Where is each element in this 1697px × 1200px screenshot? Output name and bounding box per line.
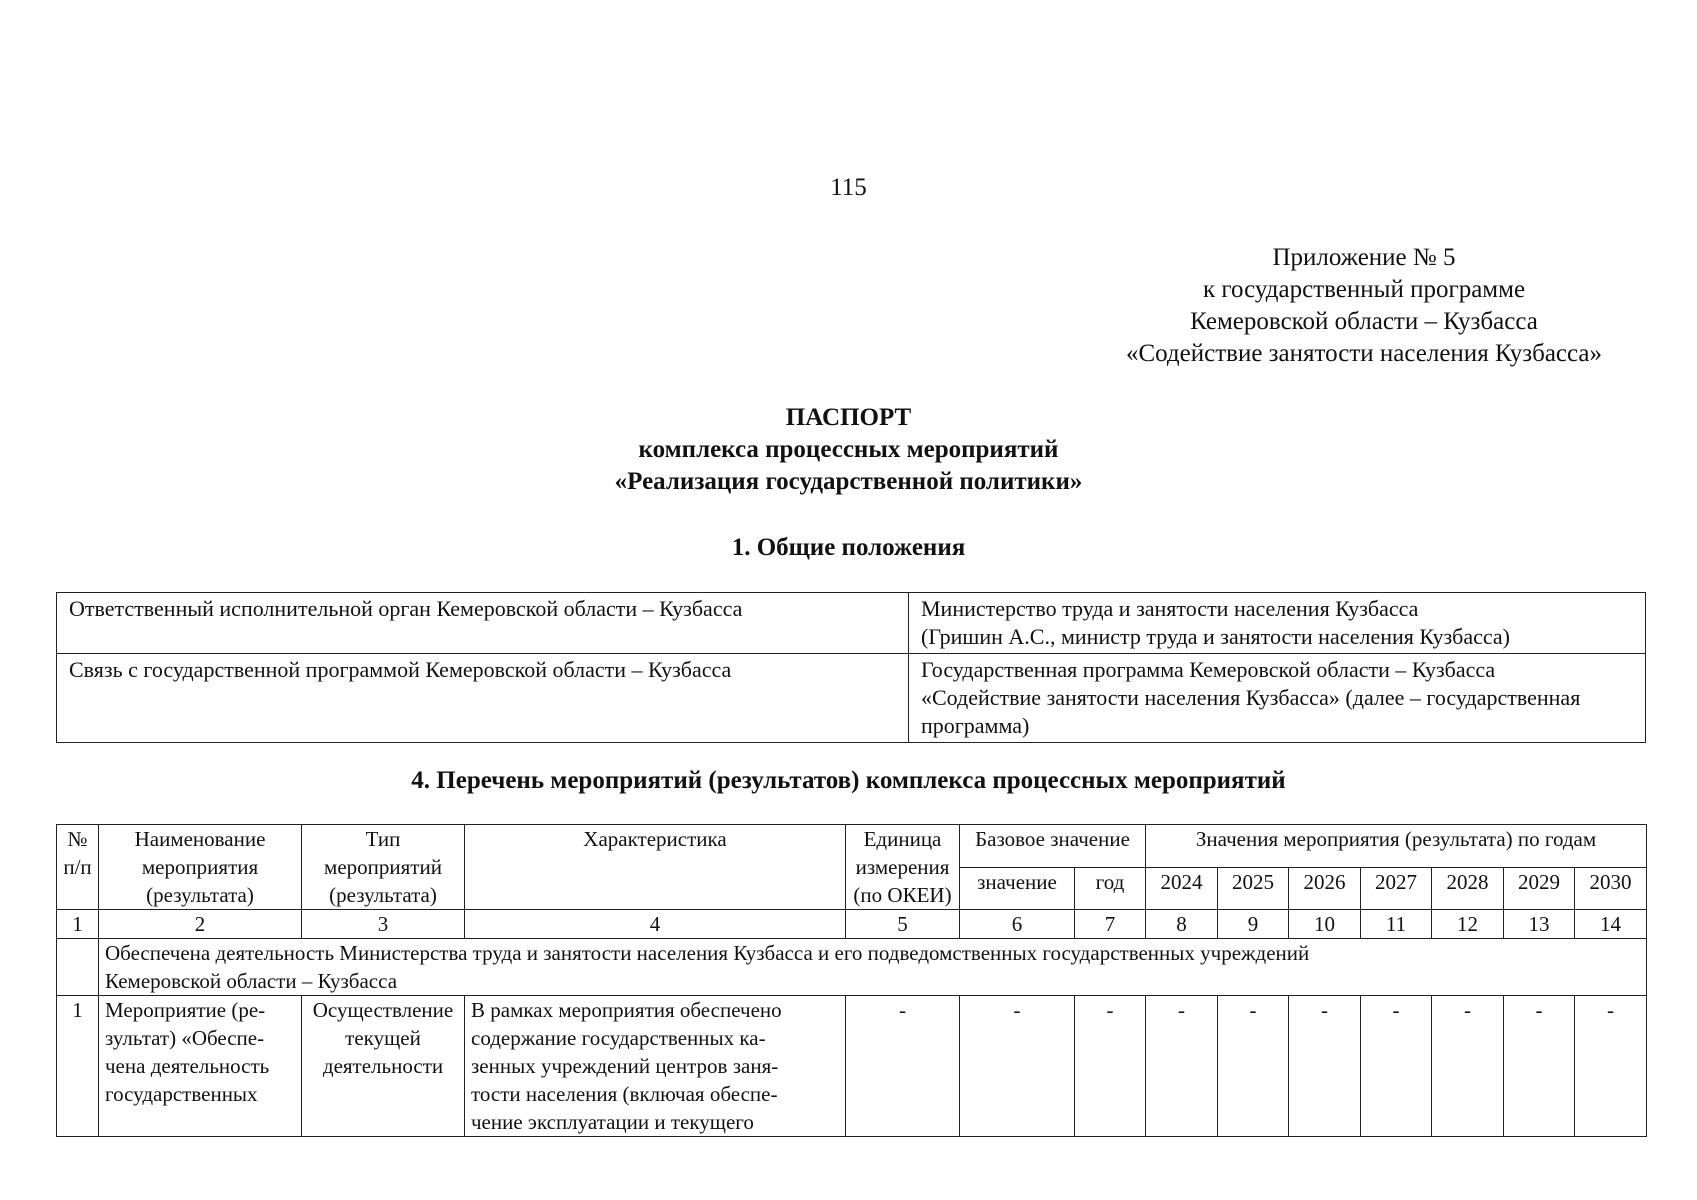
cell-line: Осуществление xyxy=(312,998,454,1022)
value-cell: - xyxy=(1146,996,1218,1137)
cell-line: В рамках мероприятия обеспечено xyxy=(471,998,782,1022)
year-header: 2026 xyxy=(1289,867,1361,910)
measure-name xyxy=(99,996,302,1137)
header-row xyxy=(57,825,1647,868)
base-value-header: значение xyxy=(960,867,1075,910)
table-row xyxy=(57,593,1646,654)
row-label: Связь с государственной программой Кемеровской области – Кузбасса xyxy=(57,654,909,743)
title-line: комплекса процессных мероприятий xyxy=(638,436,1059,463)
value-cell: - xyxy=(1361,996,1432,1137)
page-number: 115 xyxy=(830,174,867,201)
cell-line: Мероприятие (ре- xyxy=(105,998,266,1022)
header-line: (результата) xyxy=(146,883,254,907)
year-header: 2025 xyxy=(1218,867,1289,910)
value-cell: - xyxy=(846,996,960,1137)
col-name-header xyxy=(99,825,302,910)
value-cell: - xyxy=(1075,996,1146,1137)
value-cell: - xyxy=(1218,996,1289,1137)
header-line: п/п xyxy=(63,855,92,879)
year-header: 2029 xyxy=(1504,867,1575,910)
row-value xyxy=(909,654,1646,743)
column-number: 6 xyxy=(960,910,1075,939)
general-provisions-table xyxy=(56,592,1646,743)
section-1-heading: 1. Общие положения xyxy=(731,534,966,561)
measures-table xyxy=(56,824,1647,1137)
cell-line: содержание государственных ка- xyxy=(471,1026,766,1050)
value-line: программа) xyxy=(921,713,1030,738)
cell-line: текущей xyxy=(345,1026,421,1050)
header-line: № xyxy=(67,827,88,851)
cell-line: тости населения (включая обеспе- xyxy=(471,1082,778,1106)
cell-line: зультат) «Обеспе- xyxy=(105,1026,265,1050)
table-row xyxy=(57,996,1647,1137)
year-header: 2024 xyxy=(1146,867,1218,910)
header-line: мероприятия xyxy=(141,855,259,879)
row-label: Ответственный исполнительной орган Кемеровской области – Кузбасса xyxy=(57,593,909,654)
column-number: 2 xyxy=(99,910,302,939)
value-cell: - xyxy=(1289,996,1361,1137)
col-characteristic-header: Характеристика xyxy=(465,825,846,910)
column-number: 10 xyxy=(1289,910,1361,939)
year-header: 2027 xyxy=(1361,867,1432,910)
measure-type xyxy=(302,996,465,1137)
year-header: 2028 xyxy=(1432,867,1504,910)
base-value-group-header: Базовое значение xyxy=(960,825,1146,868)
header-line: (результата) xyxy=(329,883,437,907)
year-header: 2030 xyxy=(1575,867,1647,910)
task-row xyxy=(57,939,1647,996)
column-number: 13 xyxy=(1504,910,1575,939)
column-number: 14 xyxy=(1575,910,1647,939)
header-line: (по ОКЕИ) xyxy=(853,883,952,907)
table-row xyxy=(57,654,1646,743)
value-line: «Содействие занятости населения Кузбасса» (далее – государственная xyxy=(921,685,1581,710)
value-cell: - xyxy=(1432,996,1504,1137)
appendix-block xyxy=(1084,242,1644,370)
column-number: 11 xyxy=(1361,910,1432,939)
section-4-heading: 4. Перечень мероприятий (результатов) комплекса процессных мероприятий xyxy=(411,767,1286,794)
task-line: Кемеровской области – Кузбасса xyxy=(105,969,398,993)
cell-line: государственных xyxy=(105,1082,258,1106)
value-cell: - xyxy=(1504,996,1575,1137)
cell-line: зенных учреждений центров заня- xyxy=(471,1054,779,1078)
task-empty-cell xyxy=(57,939,99,996)
appendix-line: «Содействие занятости населения Кузбасса» xyxy=(1125,340,1603,367)
column-number: 1 xyxy=(57,910,99,939)
column-number: 9 xyxy=(1218,910,1289,939)
header-line: мероприятий xyxy=(324,855,442,879)
value-cell: - xyxy=(1575,996,1647,1137)
cell-line: чение эксплуатации и текущего xyxy=(471,1110,754,1134)
header-line: измерения xyxy=(855,855,950,879)
appendix-line: к государственный программе xyxy=(1202,276,1526,303)
column-number: 4 xyxy=(465,910,846,939)
measure-characteristic xyxy=(465,996,846,1137)
col-num-header xyxy=(57,825,99,910)
task-cell xyxy=(99,939,1647,996)
title-line: «Реализация государственной политики» xyxy=(614,468,1083,495)
appendix-line: Кемеровской области – Кузбасса xyxy=(1190,308,1538,335)
column-number: 7 xyxy=(1075,910,1146,939)
years-group-header: Значения мероприятия (результата) по годам xyxy=(1146,825,1647,868)
column-number: 12 xyxy=(1432,910,1504,939)
cell-line: чена деятельность xyxy=(105,1054,270,1078)
header-line: Наименование xyxy=(134,827,266,851)
value-line: (Гришин А.С., министр труда и занятости населения Кузбасса) xyxy=(921,624,1510,649)
row-value xyxy=(909,593,1646,654)
col-type-header xyxy=(302,825,465,910)
cell-line: деятельности xyxy=(322,1054,444,1078)
column-number: 8 xyxy=(1146,910,1218,939)
value-cell: - xyxy=(960,996,1075,1137)
column-number: 3 xyxy=(302,910,465,939)
title-line: ПАСПОРТ xyxy=(785,404,912,431)
task-line: Обеспечена деятельность Министерства труда и занятости населения Кузбасса и его подведомственных государственных учреждений xyxy=(105,941,1310,965)
value-line: Государственная программа Кемеровской области – Кузбасса xyxy=(921,657,1496,682)
row-number: 1 xyxy=(57,996,99,1137)
appendix-line: Приложение № 5 xyxy=(1272,244,1456,271)
column-number-row xyxy=(57,910,1647,939)
col-unit-header xyxy=(846,825,960,910)
passport-title xyxy=(0,402,1697,498)
value-line: Министерство труда и занятости населения Кузбасса xyxy=(921,596,1419,621)
header-line: Тип xyxy=(365,827,401,851)
base-year-header: год xyxy=(1075,867,1146,910)
header-line: Единица xyxy=(863,827,942,851)
column-number: 5 xyxy=(846,910,960,939)
